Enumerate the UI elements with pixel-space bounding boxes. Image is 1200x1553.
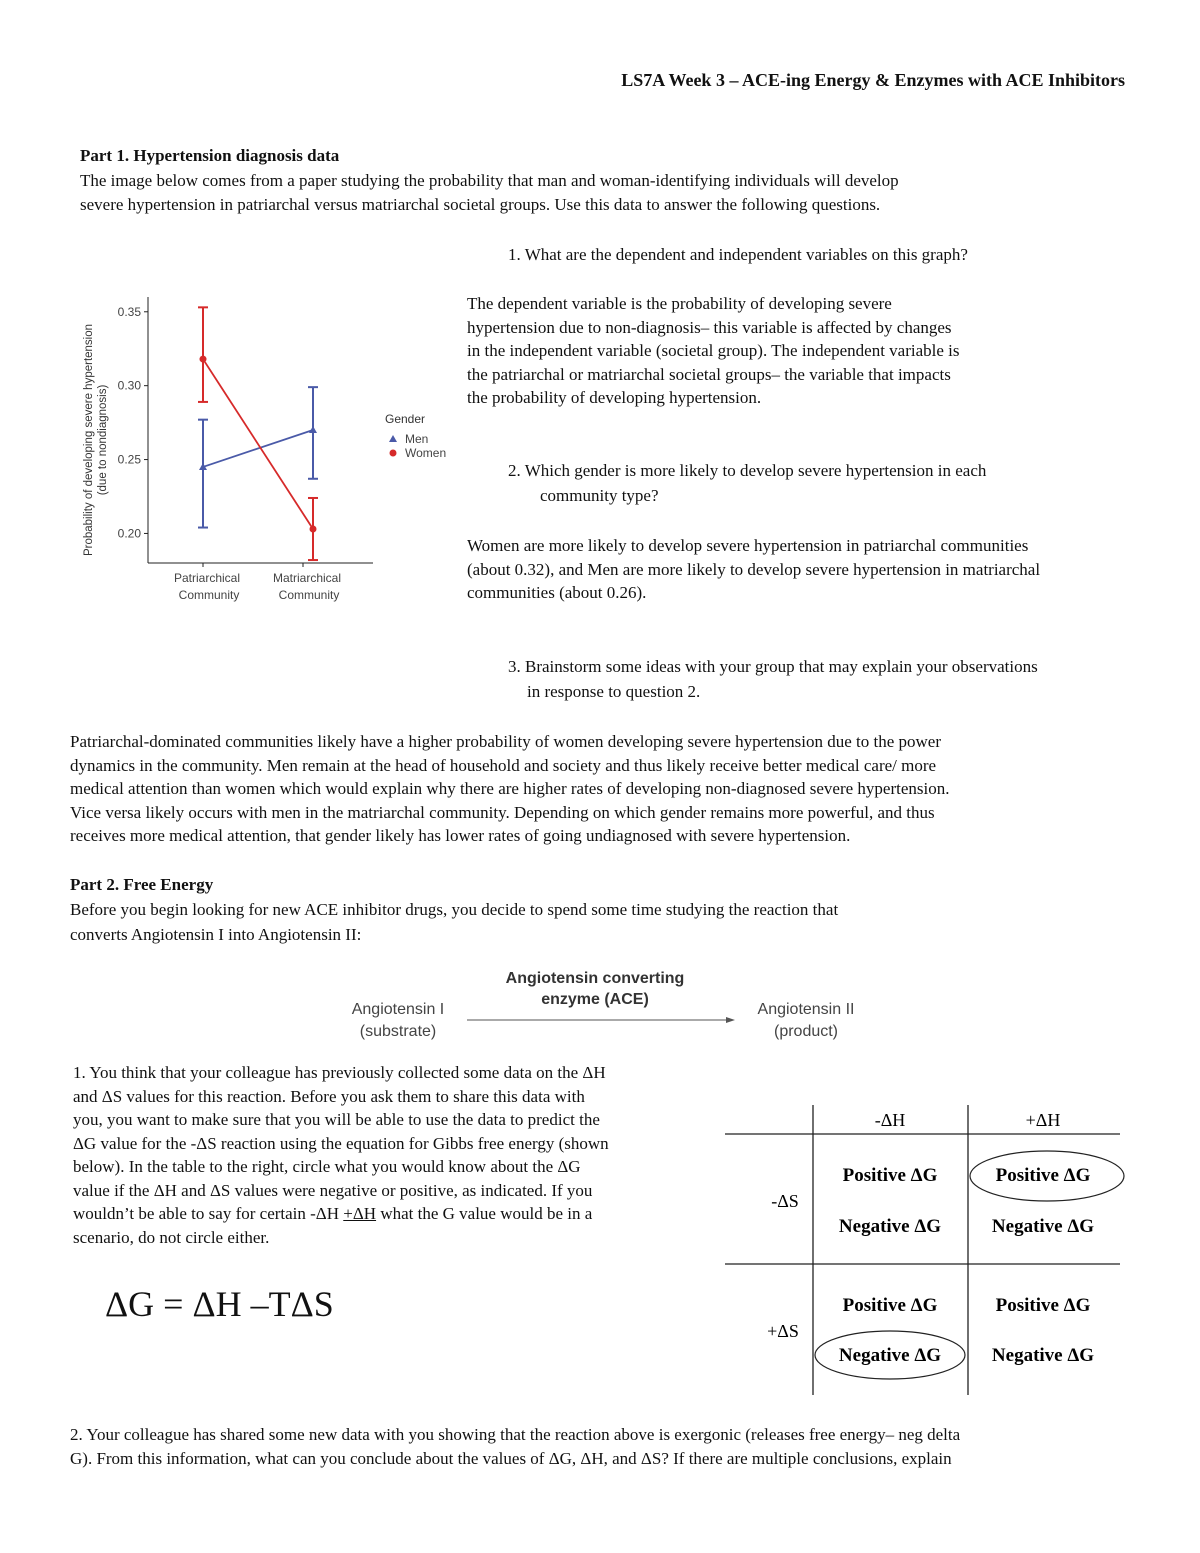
data-point-men — [309, 426, 317, 433]
part2-heading: Part 2. Free Energy — [70, 875, 214, 894]
reaction-arrow-head — [726, 1017, 735, 1023]
x-tick-label-sub: Community — [178, 588, 240, 602]
part2-question-1-line7 — [73, 1202, 609, 1226]
y-axis-label-sub: (due to nondiagnosis) — [97, 384, 109, 496]
part2-question-1-line: scenario, do not circle either. — [73, 1227, 270, 1247]
answer-1-line: The dependent variable is the probability of developing severe — [467, 294, 892, 313]
legend-label-women: Women — [405, 446, 447, 460]
part1-heading: Part 1. Hypertension diagnosis data — [80, 146, 340, 165]
y-tick-label: 0.20 — [117, 526, 141, 541]
product-label: Angiotensin II — [757, 1001, 855, 1018]
cell-posds-negdh-positive: Positive ΔG — [842, 1295, 938, 1316]
document-header: LS7A Week 3 – ACE-ing Energy & Enzymes with ACE Inhibitors — [621, 70, 1125, 90]
answer-1 — [467, 292, 960, 410]
legend-label-men: Men — [405, 432, 429, 446]
question-3-line2: in response to question 2. — [527, 682, 701, 701]
answer-2 — [467, 534, 1040, 605]
series-line-women — [203, 359, 313, 529]
part2-question-1-line: ΔG value for the -ΔS reaction using the equation for Gibbs free energy (shown — [73, 1133, 609, 1153]
part1-intro-line1: The image below comes from a paper studying the probability that man and woman-identifying individuals will develop — [80, 171, 899, 190]
answer-1-line: hypertension due to non-diagnosis– this variable is affected by changes — [467, 317, 952, 337]
row-header-pos-ds: +ΔS — [767, 1321, 799, 1341]
substrate-role: (substrate) — [359, 1023, 437, 1040]
y-axis-label: Probability of developing severe hypertension — [83, 323, 95, 557]
enzyme-label: Angiotensin converting — [505, 970, 685, 987]
legend-marker-men — [389, 435, 397, 442]
answer-3 — [70, 730, 949, 848]
gibbs-equation: ΔG = ΔH –TΔS — [105, 1284, 334, 1324]
answer-3-line: medical attention than women which would explain why there are higher rates of developing non-diagnosed severe hypertension. — [70, 779, 950, 798]
delta-g-table — [725, 1105, 1125, 1395]
product-role: (product) — [773, 1023, 839, 1040]
data-point-women — [200, 356, 207, 363]
question-2-line2: community type? — [540, 486, 659, 505]
col-header-pos-dh: +ΔH — [1025, 1110, 1061, 1130]
answer-3-line: Patriarchal-dominated communities likely have a higher probability of women developing severe hypertension due to the power — [70, 732, 941, 751]
underlined-pos-dh: +ΔH — [343, 1204, 377, 1223]
answer-3-line: receives more medical attention, that gender likely has lower rates of going undiagnosed with severe hypertension. — [70, 826, 851, 845]
answer-2-line: (about 0.32), and Men are more likely to develop severe hypertension in matriarchal — [467, 559, 1041, 579]
part2-question-2-line2: G). From this information, what can you conclude about the values of ΔG, ΔH, and ΔS? If there are multiple conclusions, explain — [70, 1449, 952, 1468]
y-tick-label: 0.25 — [117, 452, 141, 467]
cell-negds-posdh-positive: Positive ΔG — [995, 1165, 1091, 1186]
part2-question-1 — [73, 1061, 609, 1249]
col-header-neg-dh: -ΔH — [874, 1110, 906, 1130]
question-2-line1: 2. Which gender is more likely to develop severe hypertension in each — [508, 461, 987, 480]
legend-marker-women — [390, 450, 397, 457]
answer-1-line: the probability of developing hypertension. — [467, 388, 762, 407]
answer-2-line: communities (about 0.26). — [467, 583, 647, 602]
x-tick-label-sub: Community — [278, 588, 340, 602]
part2-question-1-line: below). In the table to the right, circle what you would know about the ΔG — [73, 1157, 581, 1176]
legend-title: Gender — [385, 412, 426, 426]
line7-end: what the G value would be in a — [376, 1204, 593, 1223]
enzyme-label-abbrev: enzyme (ACE) — [541, 991, 649, 1008]
row-header-neg-ds: -ΔS — [771, 1191, 799, 1211]
ace-reaction-diagram — [330, 962, 890, 1052]
cell-posds-posdh-negative: Negative ΔG — [991, 1345, 1095, 1366]
line7-start: wouldn’t be able to say for certain -ΔH — [73, 1204, 344, 1223]
answer-1-line: the patriarchal or matriarchal societal groups– the variable that impacts — [467, 364, 951, 384]
part2-question-1-line: you, you want to make sure that you will be able to use the data to predict the — [73, 1110, 600, 1129]
answer-3-line: dynamics in the community. Men remain at the head of household and society and thus likely receive better medical care/ more — [70, 755, 937, 775]
x-tick-label: Patriarchical — [173, 571, 241, 585]
answer-1-line: in the independent variable (societal group). The independent variable is — [467, 341, 960, 360]
data-point-women — [310, 526, 317, 533]
part1-intro-line2: severe hypertension in patriarchal versus matriarchal societal groups. Use this data to answer the following questions. — [80, 195, 881, 214]
cell-negds-negdh-positive: Positive ΔG — [842, 1165, 938, 1186]
cell-posds-posdh-positive: Positive ΔG — [995, 1295, 1091, 1316]
substrate-label: Angiotensin I — [351, 1001, 445, 1018]
part2-question-1-line: value if the ΔH and ΔS values were negative or positive, as indicated. If you — [73, 1180, 593, 1200]
question-3-line1: 3. Brainstorm some ideas with your group that may explain your observations — [508, 657, 1038, 676]
cell-negds-posdh-negative: Negative ΔG — [991, 1216, 1095, 1237]
hypertension-chart — [75, 265, 465, 610]
part2-question-2-line1: 2. Your colleague has shared some new data with you showing that the reaction above is exergonic (releases free energy– neg delta — [70, 1425, 961, 1444]
part2-intro-line1: Before you begin looking for new ACE inhibitor drugs, you decide to spend some time studying the reaction that — [70, 900, 839, 919]
answer-3-line: Vice versa likely occurs with men in the matriarchal community. Depending on which gender remains more powerful, and thus — [70, 802, 935, 822]
part2-question-1-line: and ΔS values for this reaction. Before you ask them to share this data with — [73, 1086, 585, 1106]
cell-negds-negdh-negative: Negative ΔG — [838, 1216, 942, 1237]
y-tick-label: 0.35 — [117, 304, 141, 319]
part2-question-1-line: 1. You think that your colleague has previously collected some data on the ΔH — [73, 1063, 606, 1082]
series-line-men — [203, 430, 313, 467]
y-tick-label: 0.30 — [117, 378, 141, 393]
question-1: 1. What are the dependent and independent variables on this graph? — [508, 245, 968, 264]
part2-intro-line2: converts Angiotensin I into Angiotensin II: — [70, 925, 362, 944]
answer-2-line: Women are more likely to develop severe hypertension in patriarchal communities — [467, 536, 1029, 555]
cell-posds-negdh-negative: Negative ΔG — [838, 1345, 942, 1366]
x-tick-label: Matriarchical — [272, 571, 342, 585]
